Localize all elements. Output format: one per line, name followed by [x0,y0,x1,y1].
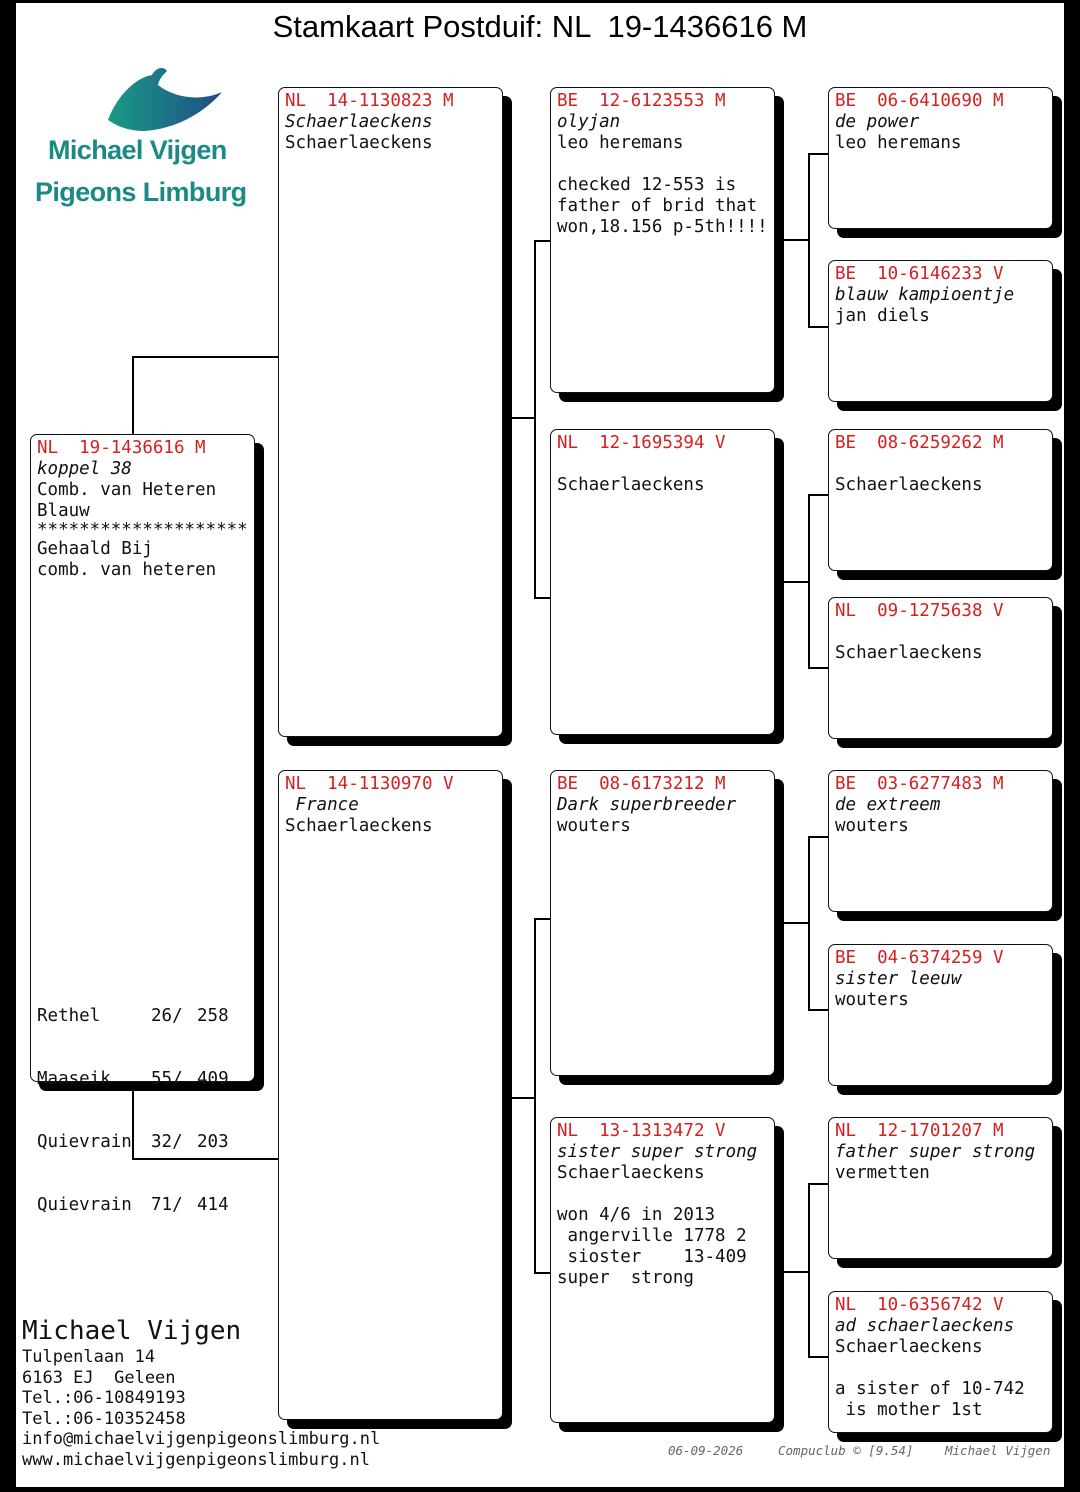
brand-subtitle: Pigeons Limburg [35,177,247,207]
subject-name: koppel 38 [37,459,132,479]
sire-breeder: Schaerlaeckens [285,133,433,153]
ring-number: NL 10-6356742 V [835,1295,1004,1315]
granddam-maternal-card [550,1117,775,1423]
pigeon-name: ad schaerlaeckens [835,1316,1015,1336]
great-grandparent-card [828,1291,1053,1433]
pigeon-name: de power [835,112,920,132]
pedigree-note: father of brid that [557,196,758,216]
footer-date: 06-09-2026 [668,1443,744,1458]
pigeon-name: sister super strong [557,1142,758,1162]
breeder: Schaerlaeckens [557,475,705,495]
pigeon-name: sister leeuw [835,969,962,989]
ring-number: BE 12-6123553 M [557,91,726,111]
result-row: Rethel 26/ 258 [37,1006,229,1026]
great-grandparent-card [828,770,1053,912]
great-grandparent-card [828,597,1053,739]
breeder: Schaerlaeckens [835,475,983,495]
pedigree-sheet [16,3,1064,1487]
breeder: leo heremans [835,133,962,153]
granddam-paternal-card [550,429,775,735]
pedigree-note: angerville 1778 2 [557,1226,747,1246]
sire-name: Schaerlaeckens [285,112,433,132]
result-row: Maaseik 55/ 409 [37,1069,229,1089]
pedigree-note: checked 12-553 is [557,175,737,195]
grandsire-paternal-card [550,87,775,393]
subject-pigeon-card [30,434,255,1215]
pedigree-note: won 4/6 in 2013 [557,1205,716,1225]
dam-breeder: Schaerlaeckens [285,816,433,836]
footer-software: Compuclub © [9.54] [778,1443,914,1458]
subject-ring-number: NL 19-1436616 M [37,438,206,458]
subject-results [37,964,229,1258]
ring-number: NL 12-1701207 M [835,1121,1004,1141]
ring-number: BE 06-6410690 M [835,91,1004,111]
dam-name: France [285,795,359,815]
great-grandparent-card [828,429,1053,571]
pigeon-name [835,454,1046,475]
result-row: Quievrain 32/ 203 [37,1132,229,1152]
great-grandparent-card [828,944,1053,1086]
contact-phone: Tel.:06-10849193 [22,1388,186,1409]
pigeon-name: father super strong [835,1142,1036,1162]
contact-website: www.michaelvijgenpigeonslimburg.nl [22,1449,370,1470]
ring-number: NL 12-1695394 V [557,433,726,453]
pedigree-note: sioster 13-409 [557,1247,747,1267]
subject-breeder: Comb. van Heteren [37,480,217,500]
result-row: Quievrain 71/ 414 [37,1195,229,1215]
dam-ring-number: NL 14-1130970 V [285,774,454,794]
subject-color: Blauw [37,501,90,521]
contact-name: Michael Vijgen [22,1316,242,1346]
pedigree-note: a sister of 10-742 [835,1379,1025,1399]
pigeon-name [835,622,1046,643]
contact-phone: Tel.:06-10352458 [22,1408,186,1429]
pigeon-name: de extreem [835,795,941,815]
pedigree-note: super strong [557,1268,694,1288]
contact-block [22,1315,380,1471]
breeder: vermetten [835,1163,930,1183]
great-grandparent-card [828,1117,1053,1259]
ring-number: NL 09-1275638 V [835,601,1004,621]
great-grandparent-card [828,260,1053,402]
ring-number: BE 04-6374259 V [835,948,1004,968]
pedigree-note: is mother 1st [835,1400,983,1420]
breeder: wouters [835,990,909,1010]
grandsire-maternal-card [550,770,775,1076]
pigeon-name: olyjan [557,112,621,132]
contact-city: 6163 EJ Geleen [22,1367,176,1388]
pigeon-name: Dark superbreeder [557,795,737,815]
ring-number: BE 03-6277483 M [835,774,1004,794]
pedigree-note: won,18.156 p-5th!!!! [557,217,768,237]
great-grandparent-card [828,87,1053,229]
ring-number: NL 13-1313472 V [557,1121,726,1141]
sire-ring-number: NL 14-1130823 M [285,91,454,111]
ring-number: BE 10-6146233 V [835,264,1004,284]
breeder: Schaerlaeckens [557,1163,705,1183]
breeder: Schaerlaeckens [835,643,983,663]
breeder: wouters [835,816,909,836]
page-title: Stamkaart Postduif: NL 19-1436616 M [272,9,808,44]
subject-note: comb. van heteren [37,560,217,580]
pigeon-name: blauw kampioentje [835,285,1015,305]
subject-separator: ******************** [37,520,248,540]
breeder: jan diels [835,306,930,326]
ring-number: BE 08-6173212 M [557,774,726,794]
contact-street: Tulpenlaan 14 [22,1347,156,1367]
sire-card [278,87,503,737]
ring-number: BE 08-6259262 M [835,433,1004,453]
contact-email: info@michaelvijgenpigeonslimburg.nl [22,1429,381,1450]
breeder: Schaerlaeckens [835,1337,983,1357]
breeder: wouters [557,816,631,836]
pigeon-name [557,454,768,475]
subject-note: Gehaald Bij [37,539,153,559]
brand-name: Michael Vijgen [48,135,227,165]
footer-owner: Michael Vijgen [945,1443,1051,1458]
breeder: leo heremans [557,133,684,153]
